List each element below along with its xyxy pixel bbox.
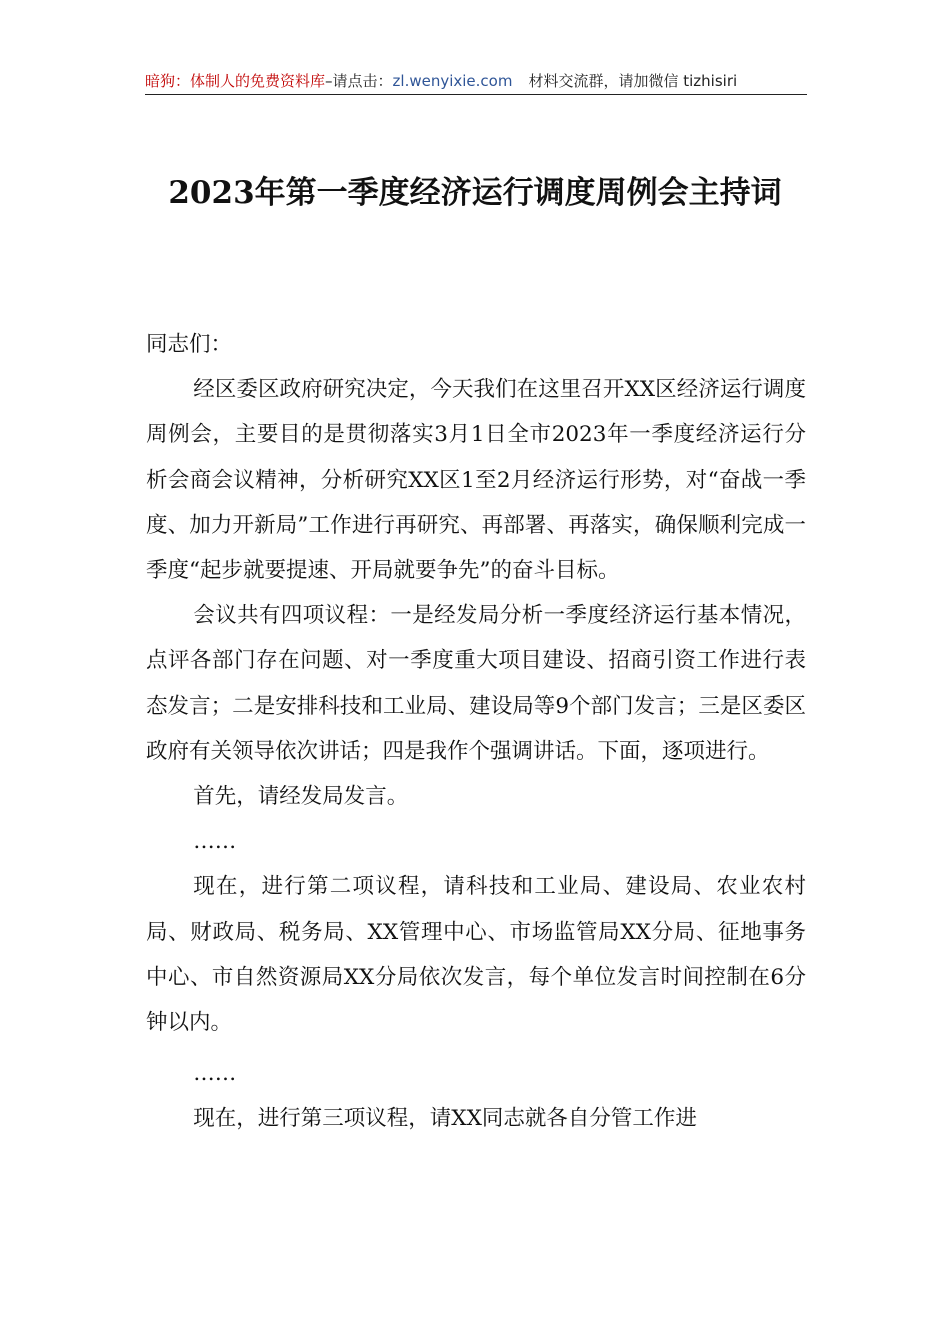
header-prompt: –请点击： [325,72,393,90]
watermark-header [145,68,807,95]
paragraph-second-item: 现在，进行第二项议程，请科技和工业局、建设局、农业农村局、财政局、税务局、XX管理中心、市场监管局XX分局、征地事务中心、市自然资源局XX分局依次发言，每个单位发言时间控制在6分钟以内。 [146,874,806,1036]
ellipsis-1: …… [193,829,237,855]
document-title: 2023年第一季度经济运行调度周例会主持词 [168,175,782,211]
header-contact: 材料交流群，请加微信 tizhisiri [528,72,738,90]
header-url-link[interactable]: zl.wenyixie.com [392,72,513,90]
document-body [146,322,806,1142]
paragraph-first-item: 首先，请经发局发言。 [193,784,409,810]
paragraph-third-item: 现在，进行第三项议程，请XX同志就各自分管工作进 [193,1106,697,1132]
paragraph-intro: 经区委区政府研究决定，今天我们在这里召开XX区经济运行调度周例会，主要目的是贯彻落实3月1日全市2023年一季度经济运行分析会商会议精神，分析研究XX区1至2月经济运行形势，对“奋战一季度、加力开新局”工作进行再研究、再部署、再落实，确保顺利完成一季度“起步就要提速、开局就要争先”的奋斗目标。 [146,377,806,584]
salutation: 同志们： [146,332,233,357]
paragraph-agenda: 会议共有四项议程：一是经发局分析一季度经济运行基本情况，点评各部门存在问题、对一季度重大项目建设、招商引资工作进行表态发言；二是安排科技和工业局、建设局等9个部门发言；三是区委区政府有关领导依次讲话；四是我作个强调讲话。下面，逐项进行。 [146,603,806,764]
header-brand: 暗狗：体制人的免费资料库 [145,72,326,90]
ellipsis-2: …… [193,1061,237,1087]
